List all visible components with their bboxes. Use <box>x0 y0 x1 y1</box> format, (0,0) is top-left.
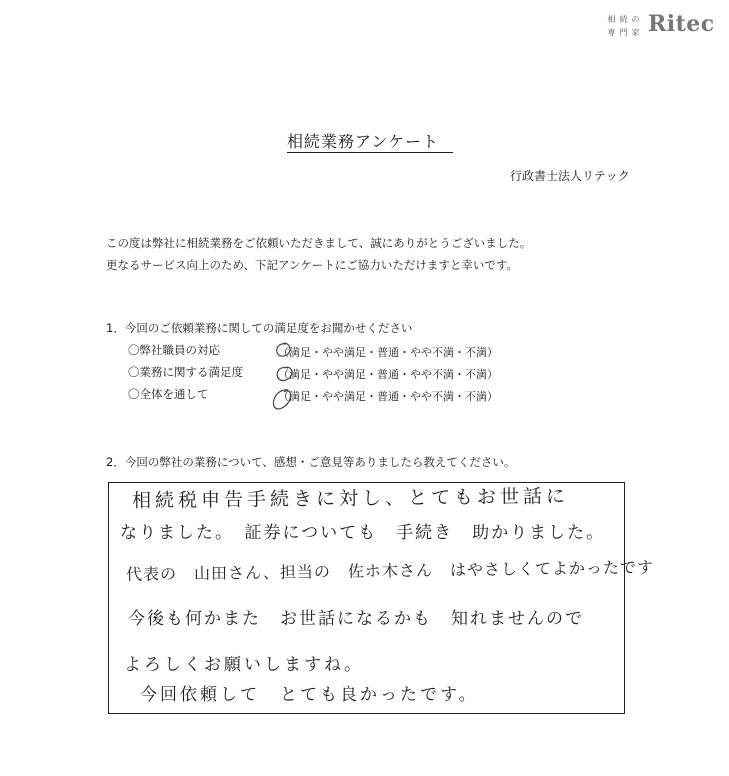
handwritten-line: なりました。 証券についても 手続き 助かりました。 <box>120 523 606 543</box>
q1-item-staff-scale: （満足・やや満足・普通・やや不満・不満） <box>278 346 498 359</box>
seal-char: 家 <box>631 28 640 37</box>
question-2: 2．今回の弊社の業務について、感想・ご意見等ありましたら教えてください。 <box>106 455 516 469</box>
seal-char: 続 <box>619 15 628 24</box>
intro-line-1: この度は弊社に相続業務をご依頼いただきまして、誠にありがとうございました。 <box>106 236 532 250</box>
logo-seal <box>606 14 644 40</box>
q1-item-overall-label: 〇全体を通して <box>128 387 209 401</box>
handwritten-line: 今後も何かまた お世話になるかも 知れませんので <box>128 609 584 629</box>
seal-char: 専 <box>607 28 616 37</box>
handwritten-line: よろしくお願いしますね。 <box>124 655 364 675</box>
q1-item-overall-scale: （満足・やや満足・普通・やや不満・不満） <box>278 390 498 403</box>
page-title: 相続業務アンケート <box>287 132 440 151</box>
title-underline <box>287 152 453 153</box>
seal-char: の <box>631 15 640 24</box>
handwritten-line: 代表の 山田さん、担当の 佐ホ木さん はやさしくてよかったです <box>125 557 655 584</box>
handwritten-line: 今回依頼して とても良かったです。 <box>140 685 479 705</box>
seal-char: 相 <box>607 15 616 24</box>
question-1: 1．今回のご依頼業務に関しての満足度をお聞かせください <box>106 321 413 335</box>
logo-wordmark: Ritec <box>648 11 715 37</box>
q1-item-staff-label: 〇弊社職員の対応 <box>128 343 220 357</box>
handwritten-line: 相続税申告手続きに対し、とてもお世話に <box>131 485 570 512</box>
seal-char: 門 <box>619 28 628 37</box>
q1-item-service-scale: （満足・やや満足・普通・やや不満・不満） <box>278 368 498 381</box>
organization-name: 行政書士法人リテック <box>510 169 630 183</box>
q1-item-service-label: 〇業務に関する満足度 <box>128 365 243 379</box>
handwritten-circle-marks <box>264 330 304 420</box>
intro-line-2: 更なるサービス向上のため、下記アンケートにご協力いただけますと幸いです。 <box>106 258 518 272</box>
